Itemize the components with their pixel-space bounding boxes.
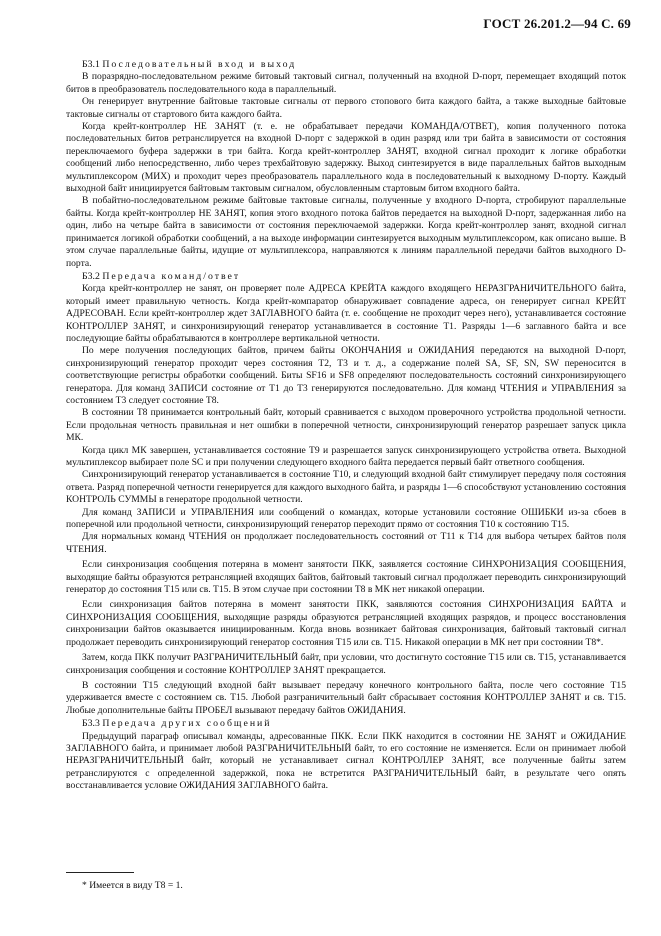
- section-heading-b3-3: [66, 718, 626, 730]
- paragraph: В состоянии Т15 следующий входной байт вызывает передачу конечного контрольного байта, после чего состояние Т15 удерживается вместе с состоянием св. Т15. Любой разграничительный байт сбрасывает состояния КОНТРОЛЛЕР ЗАНЯТ и св. Т15. Любые дополнительные байты ПРОБЕЛ вызывают передачу байтов ОЖИДАНИЯ.: [66, 679, 626, 716]
- document-body: [66, 58, 626, 793]
- section-number: Б3.2: [82, 270, 100, 282]
- paragraph: В побайтно-последовательном режиме байтовые тактовые сигналы, полученные у входного D-порта, стробируют параллельные байты. Когда крейт-контроллер НЕ ЗАНЯТ, копия этого входного потока байтов передается на выходной D-порт, задержанная либо на один, либо на четыре байта в зависимости от состояния переключаемой задержки. Когда крейт-контроллер занят, входной сигнал принимается логикой обработки сообщений, а на выходе информации синтезируется выходным мультиплексором, как описано выше. В этом случае параллельные байты, идущие от мультиплексора, направляются к линиям параллельной передачи байтов выходного D-порта.: [66, 195, 626, 269]
- paragraph: Синхронизирующий генератор устанавливается в состояние Т10, и следующий входной байт стимулирует передачу поля состояния ответа. Разряд поперечной четности генерируется для каждого выходного байта, и разряды 1—6 способствуют установлению состояния КОНТРОЛЬ СУММЫ в генераторе продольной четности.: [66, 469, 626, 506]
- paragraph: Он генерирует внутренние байтовые тактовые сигналы от первого стопового бита каждого байта, а также выходные байтовые тактовые сигналы от стартового бита каждого байта.: [66, 96, 626, 120]
- paragraph: Предыдущий параграф описывал команды, адресованные ПКК. Если ПКК находится в состоянии НЕ ЗАНЯТ и ОЖИДАНИЕ ЗАГЛАВНОГО байта, и принимает любой РАЗГРАНИЧИТЕЛЬНЫЙ байт, то его состояние не изменяется. Если он принимает любой НЕРАЗГРАНИЧИТЕЛЬНЫЙ байт, который не устанавливает сигнал КОНТРОЛЛЕР ЗАНЯТ, все полученные байты затем ретранслируются с определенной задержкой, пока не встретится РАЗГРАНИЧИТЕЛЬНЫЙ байт, в результате чего опять восстанавливается условие ОЖИДАНИЯ ЗАГЛАВНОГО байта.: [66, 730, 626, 792]
- page-header: ГОСТ 26.201.2—94 С. 69: [483, 16, 631, 31]
- section-number: Б3.3: [82, 718, 100, 730]
- paragraph: В состоянии Т8 принимается контрольный байт, который сравнивается с выходом проверочного устройства продольной четности. Если продольная четность правильная и нет ошибки в поперечной четности, синхронизирующий генератор разрешает запуск цикла МК.: [66, 407, 626, 444]
- paragraph: Для команд ЗАПИСИ и УПРАВЛЕНИЯ или сообщений о командах, которые установили состояние ОШИБКИ из-за сбоев в поперечной или продольной четности, синхронизирующий генератор переходит прямо от состояния Т10 к состоянию Т15.: [66, 506, 626, 531]
- paragraph: Если синхронизация сообщения потеряна в момент занятости ПКК, заявляется состояние СИНХРОНИЗАЦИЯ СООБЩЕНИЯ, выходящие байты образуются ретрансляцией входящих байтов, байтовый тактовый сигнал продолжает переводить синхронизирующий генератор до состояния Т15 или св. Т15. В этом случае при состоянии Т8 в МК нет никакой операции.: [66, 559, 626, 596]
- paragraph: По мере получения последующих байтов, причем байты ОКОНЧАНИЯ и ОЖИДАНИЯ передаются на выходной D-порт, синхронизирующий генератор проходит через состояния Т2, Т3 и т. д., а содержание полей SA, SF, SN, SW переносится в соответствующие регистры обработки сообщений. Биты SF16 и SF8 определяют последовательность состояний синхронизирующего генератора. Для команд ЗАПИСИ состояние от Т1 до Т3 генерируются последовательно. Для команд ЧТЕНИЯ и УПРАВЛЕНИЯ за состоянием Т3 следует состояние Т8.: [66, 345, 626, 406]
- section-title: Передача команд/ответ: [102, 270, 241, 282]
- paragraph: В поразрядно-последовательном режиме битовый тактовый сигнал, полученный на входной D-порт, перемещает входящий поток битов в преобразователь последовательного кода в параллельный.: [66, 71, 626, 95]
- section-title: Последовательный вход и выход: [102, 59, 297, 70]
- paragraph: Затем, когда ПКК получит РАЗГРАНИЧИТЕЛЬНЫЙ байт, при условии, что достигнуто состояние Т15 или св. Т15, устанавливается синхронизация сообщения и состояние КОНТРОЛЛЕР ЗАНЯТ прекращается.: [66, 652, 626, 676]
- section-heading-b3-1: [66, 59, 626, 71]
- paragraph: Для нормальных команд ЧТЕНИЯ он продолжает последовательность состояний от Т11 к Т14 для выбора четырех байтов поля ЧТЕНИЯ.: [66, 531, 626, 555]
- section-heading-b3-2: [66, 271, 626, 283]
- paragraph: Если синхронизация байтов потеряна в момент занятости ПКК, заявляются состояния СИНХРОНИЗАЦИЯ БАЙТА и СИНХРОНИЗАЦИЯ СООБЩЕНИЯ, выходящие разряды образуются ретрансляцией входящих разрядов, и процесс восстановления синхронизации байтов оказывается инициированным. Когда вновь возникает байтовая синхронизация, байтовый тактовый сигнал продолжает переводить синхронизирующий генератор состояния Т15 или св. Т15. Никакой операции в МК нет при состоянии Т8*.: [66, 599, 626, 648]
- section-number: Б3.1: [82, 59, 100, 70]
- paragraph: Когда крейт-контроллер НЕ ЗАНЯТ (т. е. не обрабатывает передачи КОМАНДА/ОТВЕТ), копия полученного потока последовательных битов ретранслируется на входной D-порт с задержкой в один разряд или три байта в зависимости от состояния переключаемого буфера задержки в три байта. Когда крейт-контроллер ЗАНЯТ, входной сигнал проходит к логике обработки сообщений либо непосредственно, либо через трехбайтовую задержку. Выход синтезируется в виде параллельных байтов выходным мультиплексором (МИХ) и проходит через преобразователь параллельного кода в последовательный к выходному D-порту. Каждый выходной байт инициируется байтовым тактовым сигналом, обусловленным стартовым битом входного байта.: [66, 121, 626, 195]
- section-title: Передача других сообщений: [102, 718, 272, 730]
- paragraph: Когда крейт-контроллер не занят, он проверяет поле АДРЕСА КРЕЙТА каждого входящего НЕРАЗГРАНИЧИТЕЛЬНОГО байта, который имеет правильную четность. Когда крейт-компаратор обнаруживает совпадение адреса, он генерирует сигнал КРЕЙТ АДРЕСОВАН. Если крейт-контроллер ждет ЗАГЛАВНОГО байта (т. е. сообщение не проходит через него), устанавливается состояние КОНТРОЛЛЕР ЗАНЯТ, и синхронизирующий генератор устанавливается в состояние Т1. Разряды 1—6 заглавного байта и все последующие байты обрабатываются в контроллере вертикальной четности.: [66, 283, 626, 344]
- paragraph: Когда цикл МК завершен, устанавливается состояние Т9 и разрешается запуск синхронизирующего устройства ответа. Выходной мультиплексор выбирает поле SC и при получении следующего входного байта передается первый байт ответного сообщения.: [66, 444, 626, 468]
- footnote: * Имеется в виду Т8 = 1.: [82, 880, 183, 891]
- footnote-divider: [66, 872, 134, 873]
